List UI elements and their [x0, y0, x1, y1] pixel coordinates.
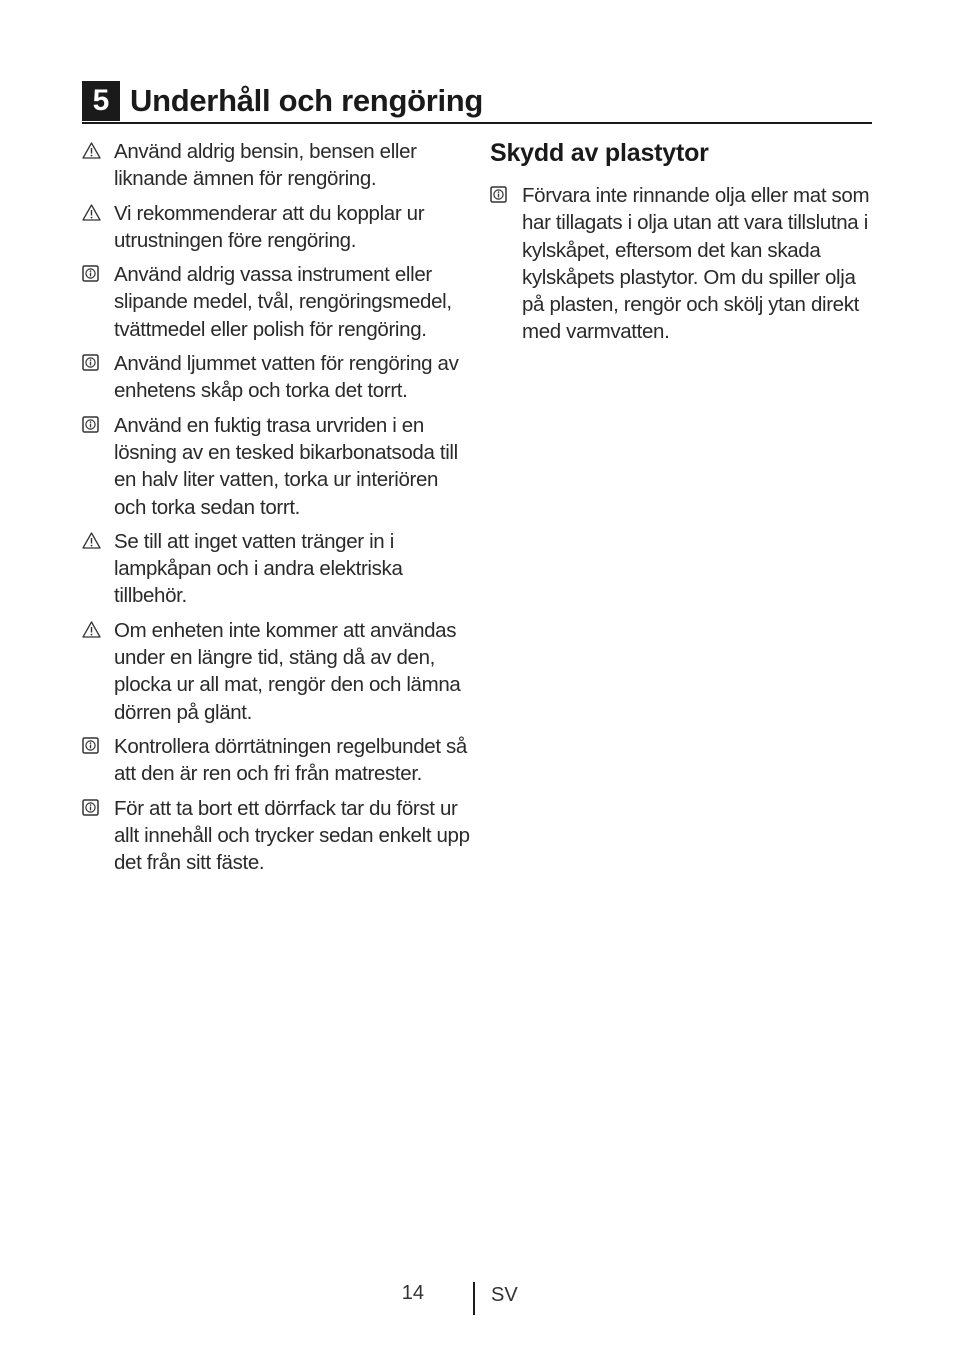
list-item	[82, 528, 472, 610]
item-text: Använd aldrig vassa instrument eller slipande medel, tvål, rengöringsmedel, tvättmedel eller polish för rengöring.	[114, 263, 452, 341]
list-item	[82, 200, 472, 255]
warning-icon	[82, 200, 114, 255]
right-column	[490, 139, 875, 353]
info-icon	[82, 733, 114, 788]
item-text: Använd en fuktig trasa urvriden i en lösning av en tesked bikarbonatsoda till en halv liter vatten, torka ur interiören och torka sedan torrt.	[114, 413, 458, 519]
list-item	[82, 617, 472, 726]
list-item	[490, 182, 875, 346]
chapter-number: 5	[82, 81, 120, 121]
list-item	[82, 350, 472, 405]
item-text: För att ta bort ett dörrfack tar du först ur allt innehåll och trycker sedan enkelt upp det från sitt fäste.	[114, 796, 470, 875]
chapter-title: Underhåll och rengöring	[130, 83, 484, 118]
info-icon	[82, 795, 114, 877]
item-text: Se till att inget vatten tränger in i lampkåpan och i andra elektriska tillbehör.	[114, 529, 403, 608]
section-heading: Skydd av plastytor	[490, 139, 709, 167]
info-icon	[490, 182, 522, 346]
list-item	[82, 261, 472, 343]
info-icon	[82, 350, 114, 405]
item-text: Använd aldrig bensin, bensen eller liknande ämnen för rengöring.	[114, 140, 417, 191]
list-item	[82, 733, 472, 788]
footer-divider	[473, 1282, 475, 1315]
page-number: 14	[401, 1282, 424, 1304]
item-text: Om enheten inte kommer att användas under en längre tid, stäng då av den, plocka ur all mat, rengör den och lämna dörren på glänt.	[114, 618, 461, 724]
chapter-header	[82, 80, 872, 124]
list-item	[82, 795, 472, 877]
item-text: Kontrollera dörrtätningen regelbundet så att den är ren och fri från matrester.	[114, 734, 467, 786]
item-text: Förvara inte rinnande olja eller mat som har tillagats i olja utan att vara tillslutna i kylskåpet, eftersom det kan skada kylskåpets plastytor. Om du spiller olja på plasten, rengör och skölj ytan direkt med varmvatten.	[522, 184, 870, 344]
warning-icon	[82, 138, 114, 193]
language-code: SV	[491, 1284, 518, 1306]
warning-icon	[82, 528, 114, 610]
list-item	[82, 138, 472, 193]
item-text: Använd ljummet vatten för rengöring av enhetens skåp och torka det torrt.	[114, 352, 459, 403]
item-text: Vi rekommenderar att du kopplar ur utrustningen före rengöring.	[114, 201, 425, 252]
warning-icon	[82, 617, 114, 726]
left-column	[82, 138, 472, 883]
info-icon	[82, 261, 114, 343]
list-item	[82, 412, 472, 521]
info-icon	[82, 412, 114, 521]
